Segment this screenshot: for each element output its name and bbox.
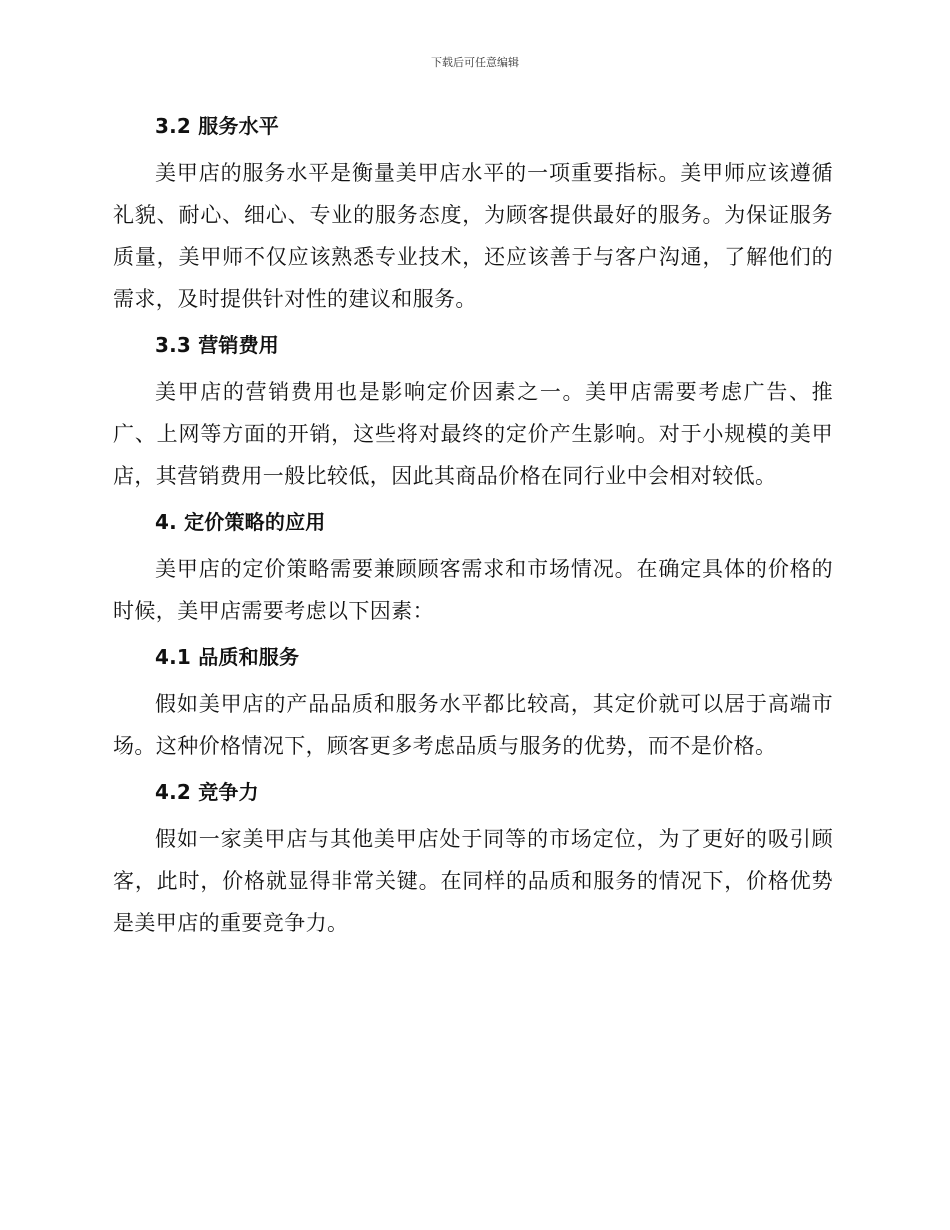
section-heading: 4. 定价策略的应用	[155, 510, 326, 534]
section-4-2	[113, 778, 833, 944]
section-3-2	[113, 112, 833, 320]
document-content	[113, 112, 833, 944]
section-heading: 4.2 竞争力	[155, 780, 259, 804]
section-4	[113, 508, 833, 632]
section-heading: 3.2 服务水平	[155, 114, 279, 138]
section-4-1	[113, 643, 833, 767]
section-paragraph: 假如美甲店的产品品质和服务水平都比较高，其定价就可以居于高端市场。这种价格情况下，顾客更多考虑品质与服务的优势，而不是价格。	[113, 692, 833, 758]
section-paragraph: 美甲店的服务水平是衡量美甲店水平的一项重要指标。美甲师应该遵循礼貌、耐心、细心、专业的服务态度，为顾客提供最好的服务。为保证服务质量，美甲师不仅应该熟悉专业技术，还应该善于与客户沟通，了解他们的需求，及时提供针对性的建议和服务。	[113, 161, 833, 311]
section-paragraph: 美甲店的定价策略需要兼顾顾客需求和市场情况。在确定具体的价格的时候，美甲店需要考虑以下因素：	[113, 557, 833, 623]
section-paragraph: 美甲店的营销费用也是影响定价因素之一。美甲店需要考虑广告、推广、上网等方面的开销，这些将对最终的定价产生影响。对于小规模的美甲店，其营销费用一般比较低，因此其商品价格在同行业中会相对较低。	[113, 380, 833, 488]
section-3-3	[113, 331, 833, 497]
section-heading: 3.3 营销费用	[155, 333, 279, 357]
section-heading: 4.1 品质和服务	[155, 645, 300, 669]
section-paragraph: 假如一家美甲店与其他美甲店处于同等的市场定位，为了更好的吸引顾客，此时，价格就显得非常关键。在同样的品质和服务的情况下，价格优势是美甲店的重要竞争力。	[113, 827, 833, 935]
header-note: 下载后可任意编辑	[431, 56, 519, 69]
